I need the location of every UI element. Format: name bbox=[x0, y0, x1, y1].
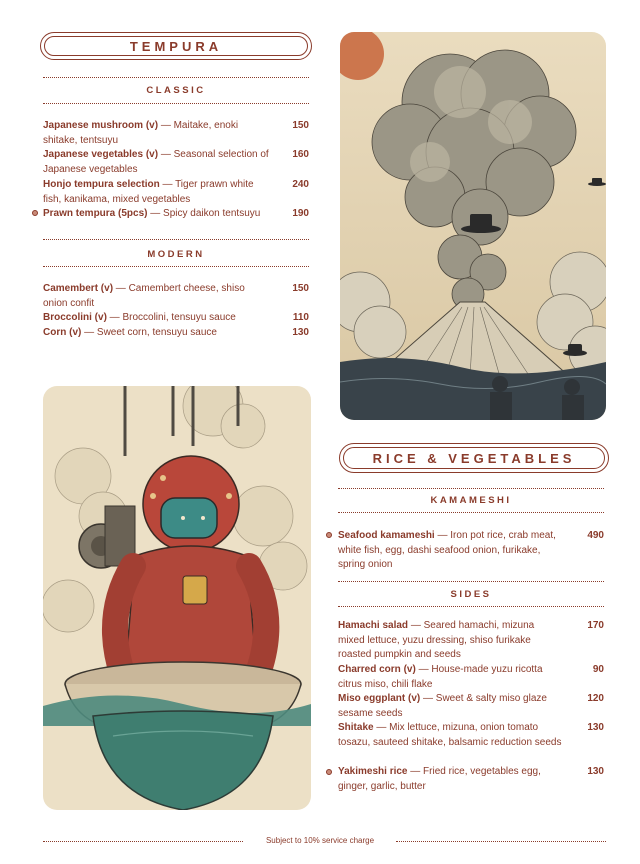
item-desc: — Sweet corn, tensuyu sauce bbox=[81, 327, 217, 338]
item-name: Broccolini (v) bbox=[43, 312, 107, 323]
item-price: 110 bbox=[292, 312, 309, 323]
item-name: Miso eggplant (v) bbox=[338, 693, 421, 704]
rice-title-banner bbox=[339, 443, 609, 473]
item-price: 130 bbox=[587, 722, 604, 733]
item-name: Hamachi salad bbox=[338, 620, 409, 631]
item-name: Honjo tempura selection bbox=[43, 179, 160, 190]
item-desc: — Maitake, enoki shitake, tentsuyu bbox=[43, 120, 239, 146]
robot-illustration bbox=[43, 386, 311, 810]
item-name: Corn (v) bbox=[43, 327, 82, 338]
service-charge-note: Subject to 10% service charge bbox=[265, 836, 375, 845]
kamameshi-heading: KAMAMESHI bbox=[430, 495, 512, 506]
menu-item bbox=[43, 311, 279, 326]
item-desc: — Camembert cheese, shiso onion confit bbox=[43, 283, 245, 309]
item-price: 190 bbox=[292, 208, 309, 219]
menu-item bbox=[338, 721, 566, 750]
signature-dot-icon bbox=[32, 210, 38, 216]
item-desc: — Iron pot rice, crab meat, white fish, egg, dashi seafood onion, furikake, spring onion bbox=[338, 530, 556, 571]
item-desc: — Fried rice, vegetables egg, ginger, garlic, butter bbox=[338, 766, 541, 792]
item-name: Seafood kamameshi bbox=[338, 530, 435, 541]
item-price: 130 bbox=[292, 327, 309, 338]
item-price: 240 bbox=[292, 179, 309, 190]
item-desc: — House-made yuzu ricotta citrus miso, chili flake bbox=[338, 664, 543, 690]
menu-item bbox=[338, 529, 558, 573]
item-name: Camembert (v) bbox=[43, 283, 114, 294]
divider bbox=[43, 239, 309, 240]
item-price: 130 bbox=[587, 766, 604, 777]
item-name: Japanese mushroom (v) bbox=[43, 120, 159, 131]
item-name: Shitake bbox=[338, 722, 374, 733]
menu-item bbox=[43, 282, 269, 311]
item-price: 90 bbox=[592, 664, 604, 675]
menu-item bbox=[43, 148, 279, 177]
tempura-title-banner bbox=[40, 32, 312, 60]
item-price: 160 bbox=[292, 149, 309, 160]
menu-item bbox=[43, 178, 267, 207]
item-desc: — Spicy daikon tentsuyu bbox=[147, 208, 261, 219]
item-desc: — Seared hamachi, mizuna mixed lettuce, yuzu dressing, shiso furikake roasted pumpkin and seeds bbox=[338, 620, 535, 661]
item-name: Yakimeshi rice bbox=[338, 766, 408, 777]
divider bbox=[338, 488, 604, 489]
modern-heading: MODERN bbox=[147, 249, 205, 260]
divider bbox=[43, 103, 309, 104]
volcano-illustration bbox=[340, 32, 606, 420]
item-name: Charred corn (v) bbox=[338, 664, 416, 675]
item-desc: — Broccolini, tensuyu sauce bbox=[106, 312, 236, 323]
item-price: 170 bbox=[587, 620, 604, 631]
item-name: Prawn tempura (5pcs) bbox=[43, 208, 148, 219]
item-desc: — Seasonal selection of Japanese vegetables bbox=[43, 149, 269, 175]
sides-heading: SIDES bbox=[450, 589, 492, 600]
divider bbox=[338, 581, 604, 582]
menu-item bbox=[43, 119, 265, 148]
item-price: 150 bbox=[292, 283, 309, 294]
tempura-title: TEMPURA bbox=[129, 38, 223, 54]
item-price: 490 bbox=[587, 530, 604, 541]
menu-item bbox=[338, 619, 560, 663]
item-desc: — Tiger prawn white fish, kanikama, mixed vegetables bbox=[43, 179, 254, 205]
signature-dot-icon bbox=[326, 769, 332, 775]
item-price: 120 bbox=[587, 693, 604, 704]
signature-dot-icon bbox=[326, 532, 332, 538]
item-name: Japanese vegetables (v) bbox=[43, 149, 159, 160]
menu-item bbox=[43, 326, 279, 341]
classic-heading: CLASSIC bbox=[146, 85, 206, 96]
divider bbox=[338, 606, 604, 607]
divider bbox=[43, 77, 309, 78]
rice-title: RICE & VEGETABLES bbox=[372, 450, 576, 466]
divider bbox=[338, 512, 604, 513]
menu-item bbox=[338, 692, 570, 721]
item-desc: — Sweet & salty miso glaze sesame seeds bbox=[338, 693, 547, 719]
menu-item bbox=[43, 207, 283, 222]
menu-item bbox=[338, 765, 548, 794]
menu-item bbox=[338, 663, 564, 692]
item-price: 150 bbox=[292, 120, 309, 131]
divider bbox=[43, 266, 309, 267]
item-desc: — Mix lettuce, mizuna, onion tomato tosazu, sauteed shitake, balsamic reduction seeds bbox=[338, 722, 562, 748]
